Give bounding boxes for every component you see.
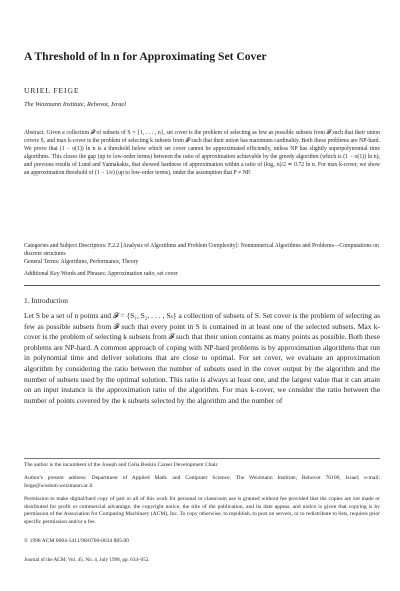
general-terms: General Terms: Algorithms, Performance, Theory [24, 259, 139, 265]
paper-title: A Threshold of ln n for Approximating Set Cover [24, 50, 267, 63]
author-name: URIEL FEIGE [24, 86, 80, 95]
intro-paragraph: Let S be a set of n points and 𝓕 = {S₁, S₂, . . . , Sₛ} a collection of subsets of S. Set cover is the problem of selecting as few as possible subsets from 𝓕 such that every point in S is contained in at least one of the selected subsets. Max k-cover is the problem of selecting k subsets from 𝓕 such that their union contains as many points as possible. Both these problems are NP-hard. A common approach of coping with NP-hard problems is by approximation algorithms that run in polynomial time and deliver solutions that are close to optimal. For set cover, we evaluate an approximation algorithm by considering the ratio between the number of subsets used in the cover output by the algorithm and the number of subsets used by the optimal solution. This ratio is always at least one, and the largest value that it can attain on an input instance is the approximation ratio of the algorithm. For max k-cover, we consider the ratio between the number of points covered by the k subsets selected by the algorithm and the number of [24, 311, 380, 405]
subject-categories: Categories and Subject Descriptors: F.2.2 [Analysis of Algorithms and Problem Complexity]: Nonnumerical Algorithms and Problems—Computations on discrete structures [24, 243, 379, 257]
footnote-rule [24, 458, 380, 459]
footnote-permission: Permission to make digital/hard copy of part or all of this work for personal or classroom use is granted without fee provided that the copies are not made or distributed for profit or commercial advantage, the copyright notice, the title of the publication, and its date appear, and notice is given that copying is by permission of the Association for Computing Machinery (ACM), Inc. To copy otherwise, to republish, to post on servers, or to redistribute to lists, requires prior specific permission and/or a fee. [24, 496, 380, 525]
journal-citation: Journal of the ACM, Vol. 45, No. 4, July 1998, pp. 634–652. [24, 557, 150, 563]
keywords: Additional Key Words and Phrases: Approximation ratio, set cover [24, 271, 178, 277]
section-divider [24, 285, 380, 286]
footnote-incumbent: The author is the incumbent of the Joseph and Celia Reskin Career Development Chair. [24, 462, 219, 468]
footnote-copyright: © 1998 ACM 0004-5411/98/0700-0634 $05.00 [24, 538, 129, 544]
section-heading: 1. Introduction [24, 296, 68, 305]
author-affiliation: The Weizmann Institute, Rehovot, Israel [24, 101, 126, 108]
footnote-address: Author's present address: Department of Applied Math. and Computer Science, The Weizmann Institute, Rehovot 76100, Israel; e-mail: feige@wisdom.weizmann.ac.il [24, 475, 380, 489]
abstract-paragraph: Abstract. Given a collection 𝓕 of subsets of S = {1, . . . , n}, set cover is the problem of selecting as few as possible subsets from 𝓕 such that their union covers S, and max k-cover is the problem of selecting k subsets from 𝓕 such that their union has maximum cardinality. Both these problems are NP-hard. We prove that (1 − o(1)) ln n is a threshold below which set cover cannot be approximated efficiently, unless NP has slightly superpolynomial time algorithms. This closes the gap (up to low-order terms) between the ratio of approximation achievable by the greedy algorithm (which is (1 − o(1)) ln n), and previous results of Lund and Yannakakis, that showed hardness of approximation within a ratio of (log₂ n)/2 ≃ 0.72 ln n. For max k-cover, we show an approximation threshold of (1 − 1/e) (up to low-order terms), under the assumption that P ≠ NP. [24, 130, 380, 176]
